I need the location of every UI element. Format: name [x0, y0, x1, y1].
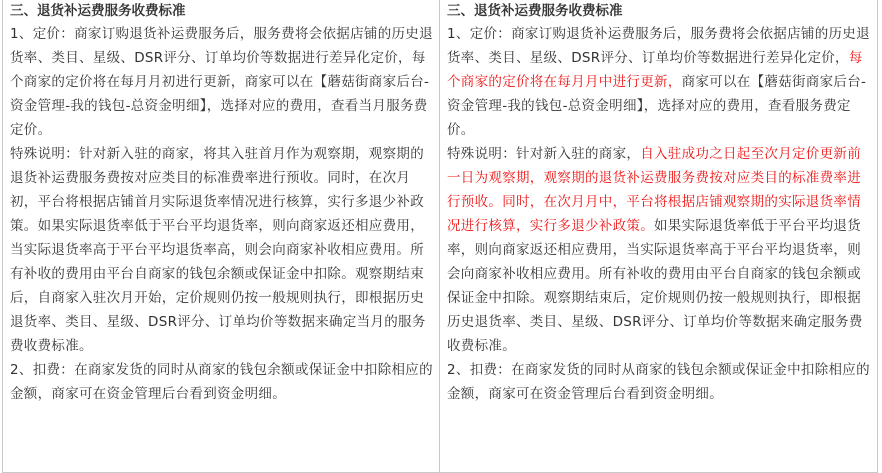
pricing-paragraph: 1、定价：商家订购退货补运费服务后，服务费将会依据店铺的历史退货率、类目、星级、DSR评分、订单均价等数据进行差异化定价，每个商家的定价将在每月月初进行更新，商家可以在【蘑菇街商家后台-资金管理-我的钱包-总资金明细】，选择对应的费用，查看当月服务费定价。	[10, 26, 433, 138]
new-terms-column	[440, 0, 877, 472]
pricing-highlight: 每个商家的定价将在每月月中进行更新，	[447, 50, 863, 90]
comparison-table	[2, 0, 878, 473]
pricing-text-end: 商家可以在【蘑菇街商家后台-资金管理-我的钱包-总资金明细】，选择对应的费用，查看服务费定价。	[447, 74, 867, 138]
deduction-paragraph: 2、扣费：在商家发货的同时从商家的钱包余额或保证金中扣除相应的金额，商家可在资金管理后台看到资金明细。	[10, 362, 433, 402]
section-title: 三、退货补运费服务收费标准	[447, 3, 623, 19]
special-note-start: 特殊说明：针对新入驻的商家，	[447, 146, 641, 162]
pricing-text-start: 1、定价：商家订购退货补运费服务后，服务费将会依据店铺的历史退货率、类目、星级、DSR评分、订单均价等数据进行差异化定价，	[447, 26, 870, 66]
pricing-paragraph	[447, 22, 871, 142]
special-note-highlight: 自入驻成功之日起至次月定价更新前一日为观察期，观察期的退货补运费服务费按对应类目的标准费率进行预收。同时，在次月月中，平台将根据店铺观察期的实际退货率情况进行核算，实行多退少补政策。	[447, 146, 862, 234]
old-terms-column	[3, 0, 440, 472]
special-note-paragraph: 特殊说明：针对新入驻的商家，将其入驻首月作为观察期，观察期的退货补运费服务费按对应类目的标准费率进行预收。同时，在次月初，平台将根据店铺首月实际退货率情况进行核算，实行多退少补政策。如果实际退货率低于平台平均退货率，则向商家返还相应费用，当实际退货率高于平台平均退货率高，则会向商家补收相应费用。所有补收的费用由平台自商家的钱包余额或保证金中扣除。观察期结束后，自商家入驻次月开始，定价规则仍按一般规则执行，即根据历史退货率、类目、星级、DSR评分、订单均价等数据来确定当月的服务费收费标准。	[10, 146, 426, 354]
special-note-paragraph	[447, 142, 871, 358]
section-title: 三、退货补运费服务收费标准	[10, 3, 186, 19]
deduction-paragraph: 2、扣费：在商家发货的同时从商家的钱包余额或保证金中扣除相应的金额，商家可在资金管理后台看到资金明细。	[447, 362, 870, 402]
special-note-end: 如果实际退货率低于平台平均退货率，则向商家返还相应费用，当实际退货率高于平台平均退货率，则会向商家补收相应费用。所有补收的费用由平台自商家的钱包余额或保证金中扣除。观察期结束后，定价规则仍按一般规则执行，即根据历史退货率、类目、星级、DSR评分、订单均价等数据来确定服务费收费标准。	[447, 218, 863, 354]
